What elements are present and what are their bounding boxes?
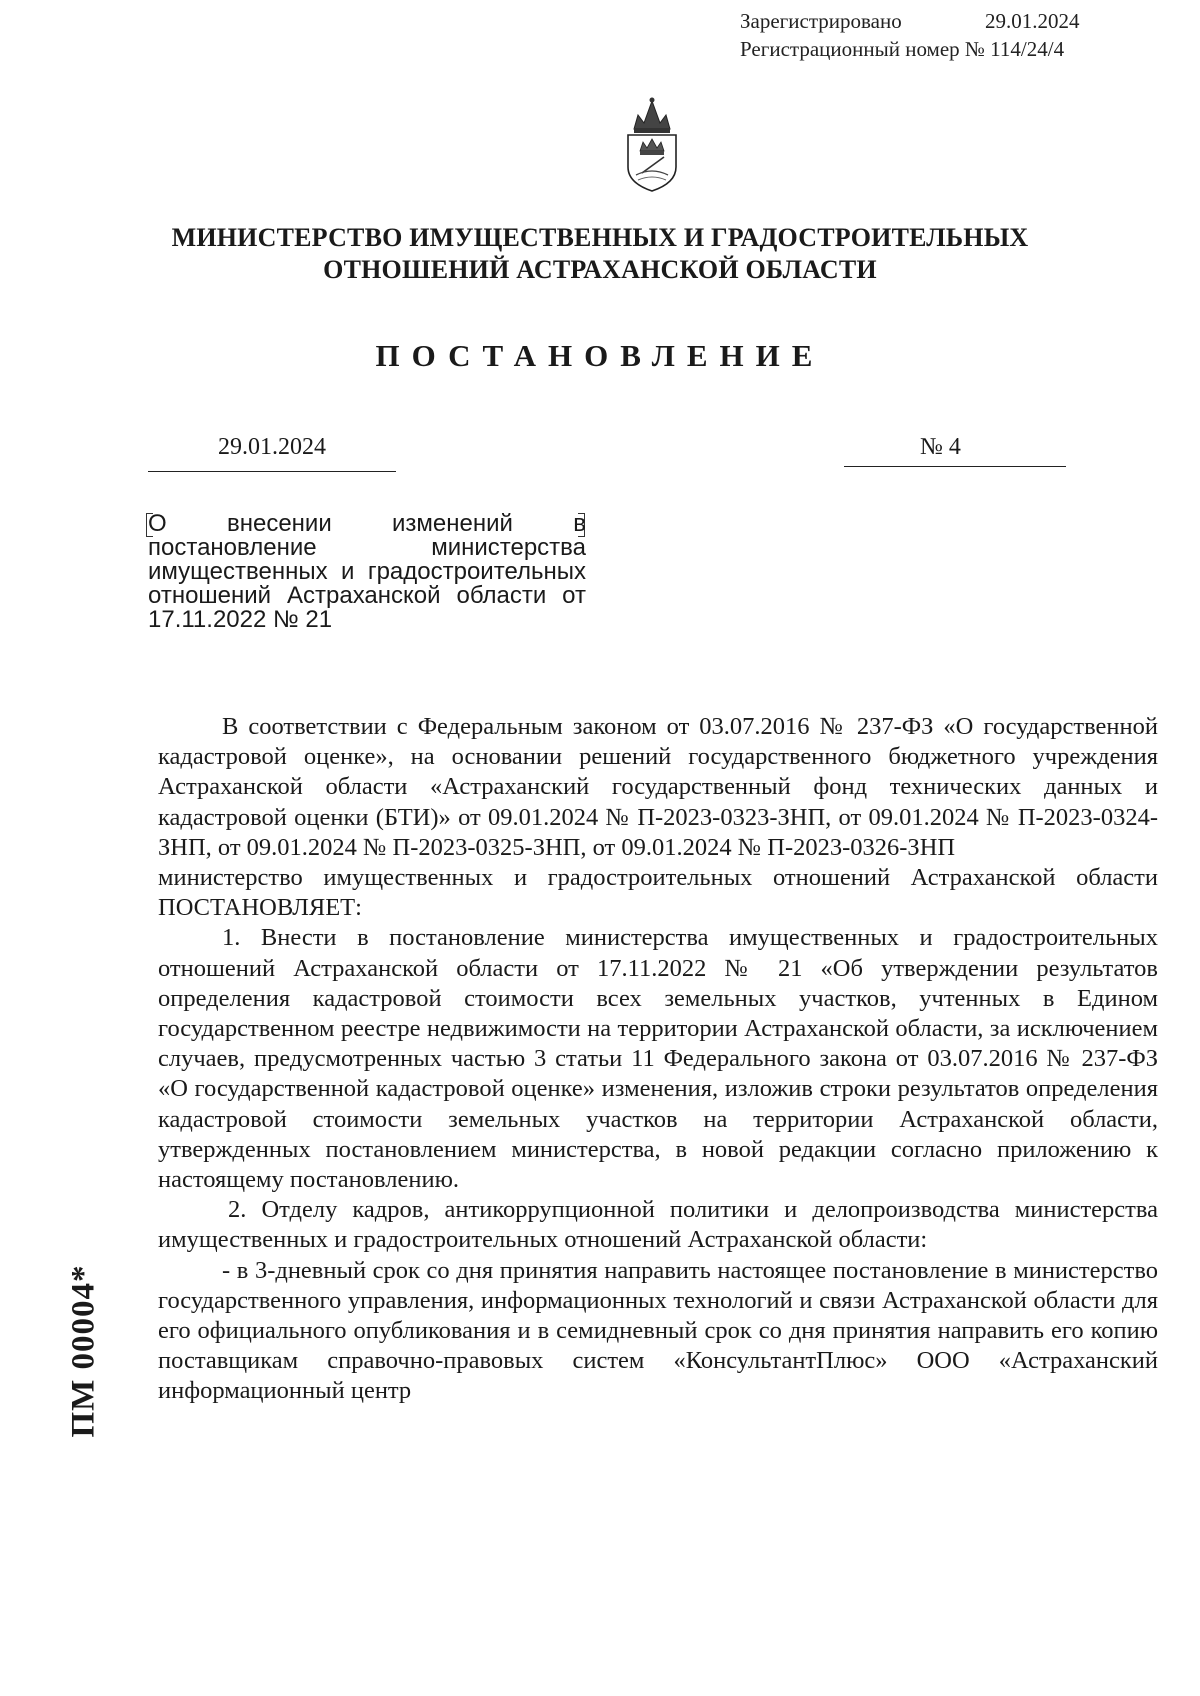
number-underline: [844, 466, 1066, 467]
registration-date: 29.01.2024: [985, 9, 1080, 33]
document-body: [158, 712, 1158, 1407]
item-1-paragraph: 1. Внести в постановление министерства имущественных и градостроительных отношений Астраханской области от 17.11.2022 № 21 «Об утверждении результатов определения кадастровой стоимости всех земельных участков, учтенных в Едином государственном реестре недвижимости на территории Астраханской области, за исключением случаев, предусмотренных частью 3 статьи 11 Федерального закона от 03.07.2016 № 237-ФЗ «О государственной кадастровой оценке» изменения, изложив строки результатов определения кадастровой стоимости земельных участков на территории Астраханской области, утвержденных постановлением министерства, в новой редакции согласно приложению к настоящему постановлению.: [158, 924, 1158, 1194]
resolves-paragraph: министерство имущественных и градостроительных отношений Астраханской области ПОСТАНОВЛЯЕТ:: [158, 864, 1158, 922]
item-2-bullet-paragraph: - в 3-дневный срок со дня принятия направить настоящее постановление в министерство государственного управления, информационных технологий и связи Астраханской области для его официального опубликования и в семидневный срок со дня принятия направить его копию поставщикам справочно-правовых систем «КонсультантПлюс» ООО «Астраханский информационный центр: [158, 1256, 1158, 1405]
side-stamp: [60, 1236, 108, 1466]
document-number: № 4: [920, 434, 961, 460]
item-2-paragraph: 2. Отделу кадров, антикоррупционной политики и делопроизводства министерства имущественных и градостроительных отношений Астраханской области:: [158, 1196, 1158, 1254]
document-type: ПОСТАНОВЛЕНИЕ: [375, 338, 825, 373]
ministry-name-line2: ОТНОШЕНИЙ АСТРАХАНСКОЙ ОБЛАСТИ: [323, 255, 877, 284]
registration-number: Регистрационный номер № 114/24/4: [740, 37, 1065, 61]
side-stamp-text: ПМ 00004*: [65, 1264, 102, 1438]
ministry-name-line1: МИНИСТЕРСТВО ИМУЩЕСТВЕННЫХ И ГРАДОСТРОИТЕЛЬНЫХ: [171, 223, 1029, 252]
document-date: 29.01.2024: [218, 434, 326, 460]
document-subject: О внесении изменений в постановление министерства имущественных и градостроительных отношений Астраханской области от 17.11.2022 № 21: [148, 510, 586, 633]
astrakhan-coat-of-arms-icon: [620, 95, 684, 195]
ministry-name: [150, 222, 1050, 286]
registration-label: Зарегистрировано: [740, 9, 902, 33]
preamble-paragraph: В соответствии с Федеральным законом от 03.07.2016 № 237-ФЗ «О государственной кадастровой оценке», на основании решений государственного бюджетного учреждения Астраханской области «Астраханский государственный фонд технических данных и кадастровой оценки (БТИ)» от 09.01.2024 № П-2023-0323-ЗНП, от 09.01.2024 № П-2023-0324-ЗНП, от 09.01.2024 № П-2023-0325-ЗНП, от 09.01.2024 № П-2023-0326-ЗНП: [158, 713, 1158, 861]
date-underline: [148, 471, 396, 472]
